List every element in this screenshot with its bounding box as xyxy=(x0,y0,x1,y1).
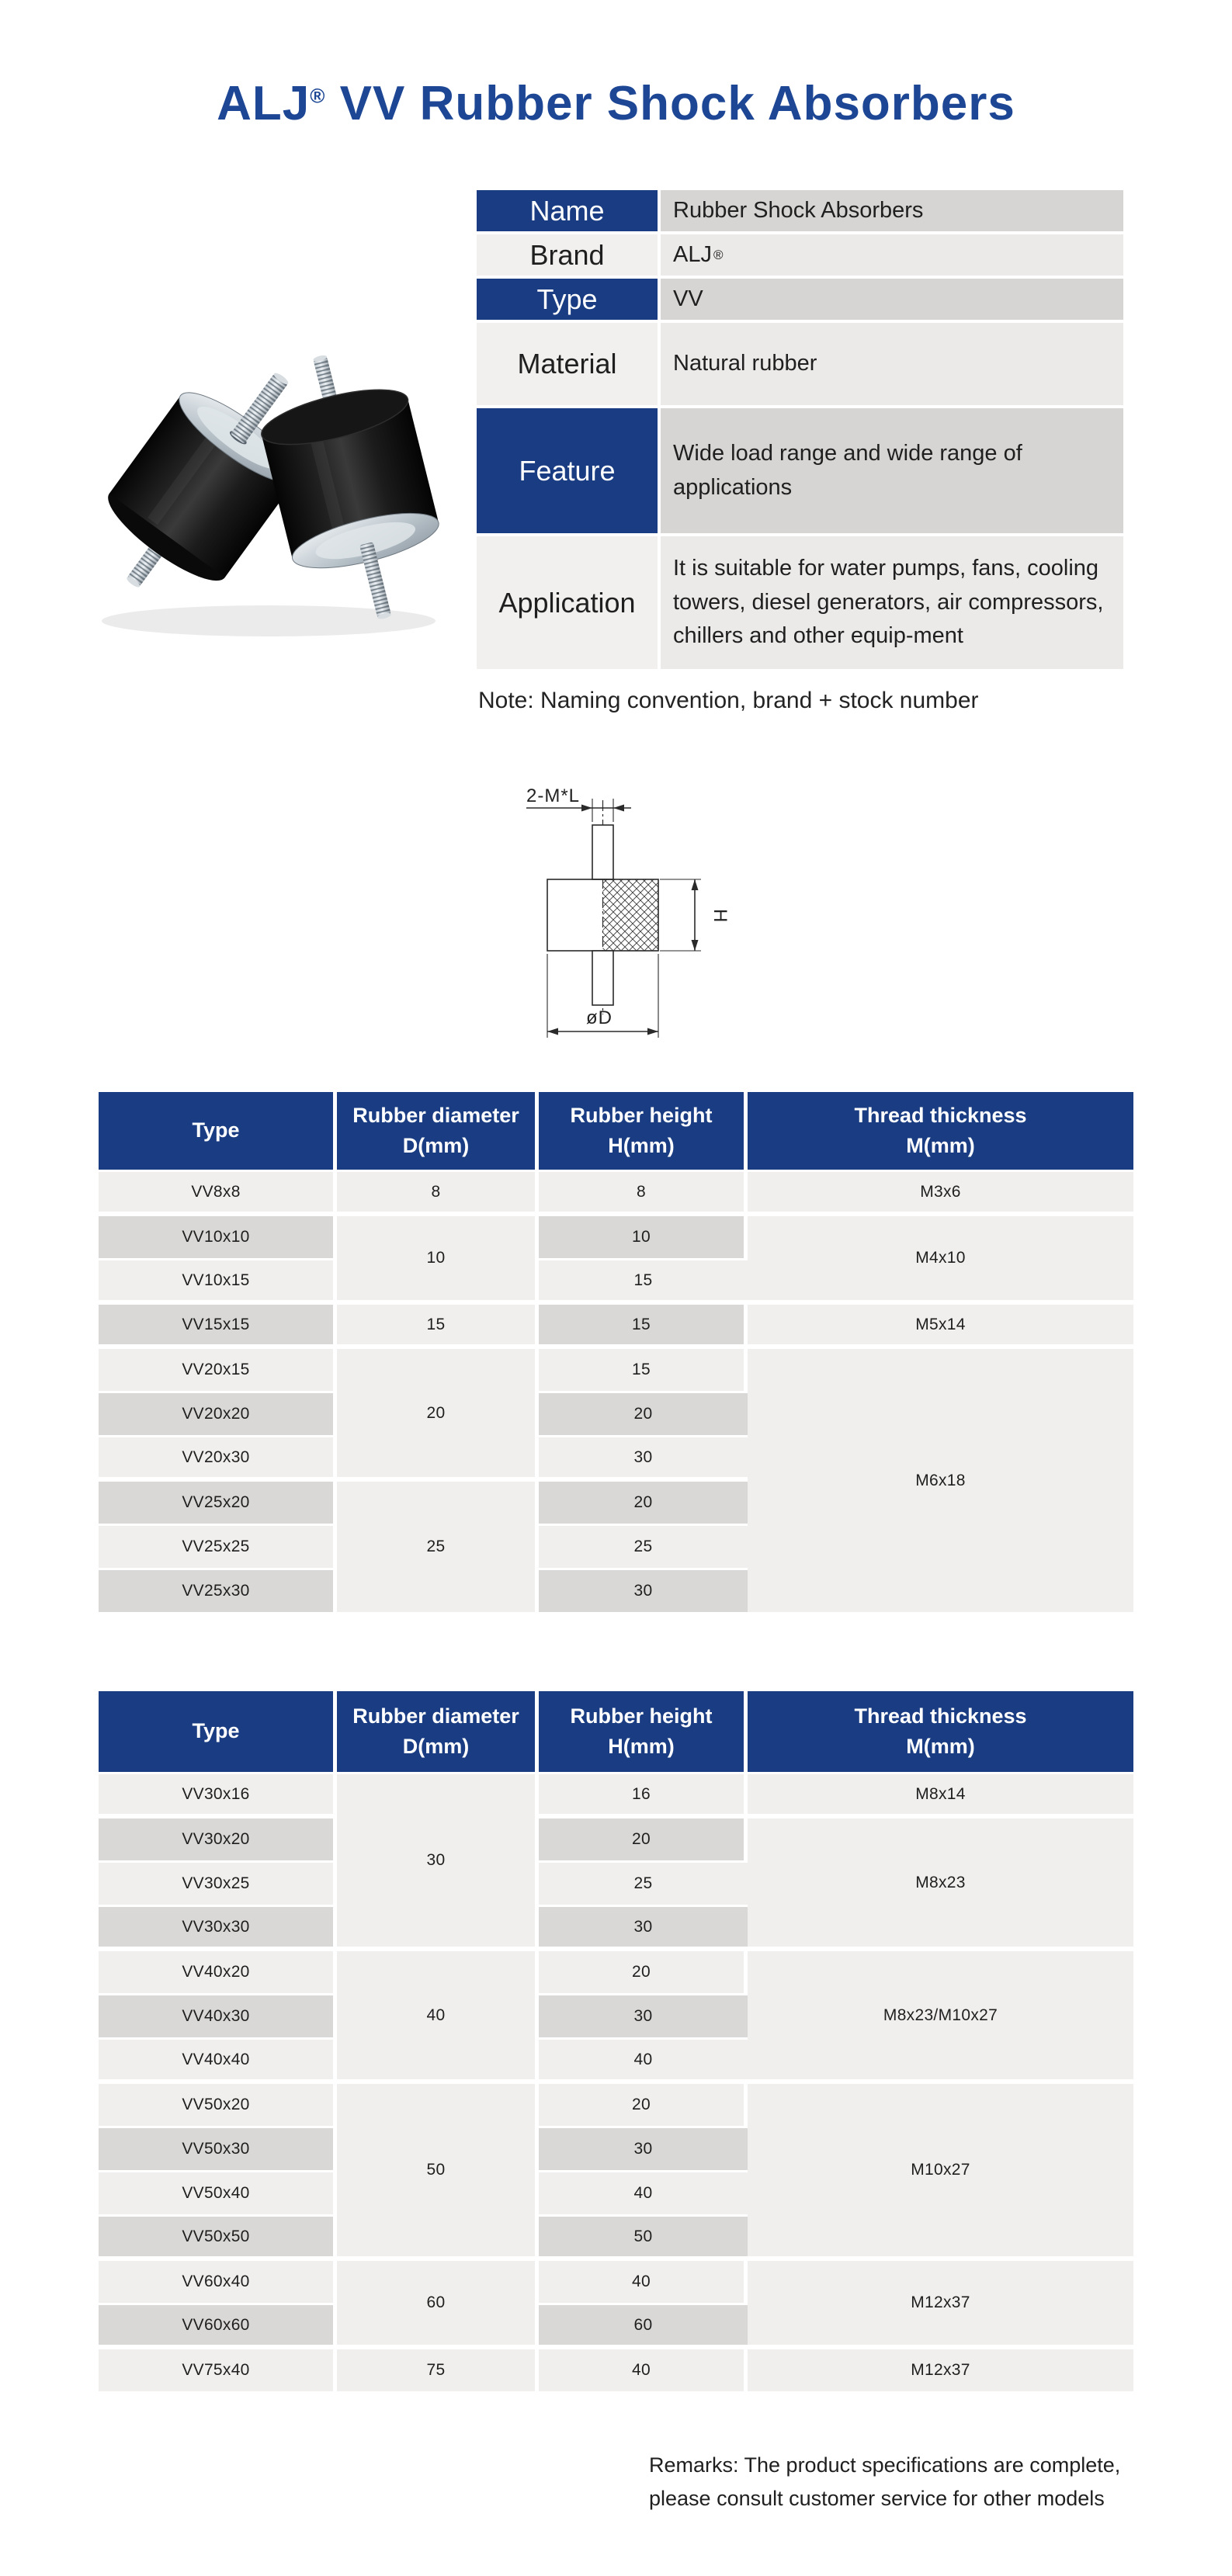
remarks-line-1: Remarks: The product specifications are complete, xyxy=(649,2453,1121,2477)
info-value-feature: Wide load range and wide range of applications xyxy=(661,408,1123,533)
column-header: Rubber height H(mm) xyxy=(539,1092,748,1172)
column-header: Rubber height H(mm) xyxy=(539,1691,748,1774)
spec-cell: VV15x15 xyxy=(99,1305,337,1349)
spec-cell: VV30x30 xyxy=(99,1907,337,1951)
registered-mark: ® xyxy=(310,84,326,108)
table-row xyxy=(99,1349,1133,1393)
spec-cell: 15 xyxy=(539,1349,748,1393)
spec-cell: VV25x20 xyxy=(99,1482,337,1526)
product-info-table xyxy=(477,190,1123,669)
spec-cell: M8x23/M10x27 xyxy=(748,1951,1133,2084)
spec-cell: VV30x25 xyxy=(99,1863,337,1907)
column-header: Rubber diameter D(mm) xyxy=(337,1092,539,1172)
spec-cell: 16 xyxy=(539,1774,748,1818)
column-header: Rubber diameter D(mm) xyxy=(337,1691,539,1774)
spec-cell: 40 xyxy=(539,2349,748,2394)
spec-cell: 30 xyxy=(539,1570,748,1614)
table-row xyxy=(99,2261,1133,2305)
spec-cell: 50 xyxy=(539,2217,748,2261)
spec-cell: 15 xyxy=(539,1260,748,1305)
spec-cell: 20 xyxy=(539,1818,748,1863)
spec-table-1 xyxy=(99,1092,1133,1614)
spec-cell: 40 xyxy=(539,2261,748,2305)
table-row xyxy=(99,1305,1133,1349)
spec-cell: 75 xyxy=(337,2349,539,2394)
spec-cell: 20 xyxy=(539,1482,748,1526)
spec-cell: 10 xyxy=(539,1216,748,1260)
info-value-type: VV xyxy=(661,279,1123,320)
spec-cell: 20 xyxy=(337,1349,539,1482)
spec-cell: VV50x20 xyxy=(99,2084,337,2128)
spec-cell: 30 xyxy=(539,2128,748,2172)
title-text: VV Rubber Shock Absorbers xyxy=(325,77,1015,130)
spec-cell: 25 xyxy=(539,1863,748,1907)
spec-cell: VV8x8 xyxy=(99,1172,337,1216)
spec-cell: 60 xyxy=(539,2305,748,2349)
spec-cell: M12x37 xyxy=(748,2349,1133,2394)
spec-cell: VV10x15 xyxy=(99,1260,337,1305)
spec-cell: VV20x30 xyxy=(99,1437,337,1482)
spec-cell: M6x18 xyxy=(748,1349,1133,1614)
spec-cell: VV20x15 xyxy=(99,1349,337,1393)
spec-cell: 40 xyxy=(539,2172,748,2217)
spec-cell: VV25x25 xyxy=(99,1526,337,1570)
table-row xyxy=(99,1951,1133,1995)
spec-cell: 20 xyxy=(539,2084,748,2128)
table-row xyxy=(99,1818,1133,1863)
dimension-diagram xyxy=(466,764,776,1048)
spec-table-2 xyxy=(99,1691,1133,2394)
spec-cell: M5x14 xyxy=(748,1305,1133,1349)
diameter-dimension-label: øD xyxy=(586,1007,613,1028)
info-label-application: Application xyxy=(477,536,658,669)
info-label-material: Material xyxy=(477,323,658,405)
spec-cell: M12x37 xyxy=(748,2261,1133,2349)
table-row xyxy=(99,1216,1133,1260)
spec-cell: VV40x40 xyxy=(99,2040,337,2084)
brand-value-text: ALJ xyxy=(673,241,712,267)
spec-cell: 60 xyxy=(337,2261,539,2349)
spec-cell: 8 xyxy=(539,1172,748,1216)
column-header: Type xyxy=(99,1092,337,1172)
info-value-brand xyxy=(661,234,1123,276)
spec-cell: 10 xyxy=(337,1216,539,1305)
spec-cell: M8x23 xyxy=(748,1818,1133,1951)
spec-cell: VV40x30 xyxy=(99,1995,337,2040)
info-value-name: Rubber Shock Absorbers xyxy=(661,190,1123,231)
spec-cell: VV30x16 xyxy=(99,1774,337,1818)
spec-cell: VV50x30 xyxy=(99,2128,337,2172)
spec-cell: VV50x40 xyxy=(99,2172,337,2217)
info-value-application: It is suitable for water pumps, fans, cooling towers, diesel generators, air compressors, chillers and other equip-ment xyxy=(661,536,1123,669)
title-brand: ALJ xyxy=(217,77,311,130)
remarks xyxy=(649,2449,1161,2515)
spec-cell: 25 xyxy=(337,1482,539,1614)
spec-cell: M8x14 xyxy=(748,1774,1133,1818)
spec-cell: VV20x20 xyxy=(99,1393,337,1437)
spec-cell: 20 xyxy=(539,1951,748,1995)
page-title xyxy=(0,76,1232,131)
spec-cell: 30 xyxy=(539,1995,748,2040)
info-label-feature: Feature xyxy=(477,408,658,533)
naming-note: Note: Naming convention, brand + stock number xyxy=(478,688,979,713)
product-photo xyxy=(75,289,494,661)
spec-cell: VV10x10 xyxy=(99,1216,337,1260)
column-header: Thread thickness M(mm) xyxy=(748,1691,1133,1774)
spec-cell: 25 xyxy=(539,1526,748,1570)
spec-cell: M4x10 xyxy=(748,1216,1133,1305)
spec-cell: VV60x40 xyxy=(99,2261,337,2305)
shock-mount-left xyxy=(75,380,308,626)
spec-cell: 30 xyxy=(337,1774,539,1951)
spec-cell: VV50x50 xyxy=(99,2217,337,2261)
spec-cell: 30 xyxy=(539,1907,748,1951)
spec-cell: 15 xyxy=(337,1305,539,1349)
spec-cell: VV40x20 xyxy=(99,1951,337,1995)
spec-cell: 30 xyxy=(539,1437,748,1482)
brand-registered-mark: ® xyxy=(713,247,724,262)
thread-dimension-label: 2-M*L xyxy=(526,785,581,806)
column-header: Thread thickness M(mm) xyxy=(748,1092,1133,1172)
spec-cell: 8 xyxy=(337,1172,539,1216)
spec-cell: 50 xyxy=(337,2084,539,2261)
spec-cell: VV60x60 xyxy=(99,2305,337,2349)
spec-cell: 40 xyxy=(337,1951,539,2084)
spec-cell: 15 xyxy=(539,1305,748,1349)
table-row xyxy=(99,2084,1133,2128)
spec-cell: 20 xyxy=(539,1393,748,1437)
spec-cell: M3x6 xyxy=(748,1172,1133,1216)
table-row xyxy=(99,2349,1133,2394)
info-label-brand: Brand xyxy=(477,234,658,276)
column-header: Type xyxy=(99,1691,337,1774)
table-row xyxy=(99,1172,1133,1216)
spec-cell: M10x27 xyxy=(748,2084,1133,2261)
height-dimension-label: H xyxy=(710,909,731,924)
spec-cell: 40 xyxy=(539,2040,748,2084)
table-row xyxy=(99,1774,1133,1818)
info-value-material: Natural rubber xyxy=(661,323,1123,405)
spec-cell: VV25x30 xyxy=(99,1570,337,1614)
info-label-type: Type xyxy=(477,279,658,320)
remarks-line-2: please consult customer service for other models xyxy=(649,2487,1105,2511)
spec-cell: VV75x40 xyxy=(99,2349,337,2394)
spec-cell: VV30x20 xyxy=(99,1818,337,1863)
info-label-name: Name xyxy=(477,190,658,231)
